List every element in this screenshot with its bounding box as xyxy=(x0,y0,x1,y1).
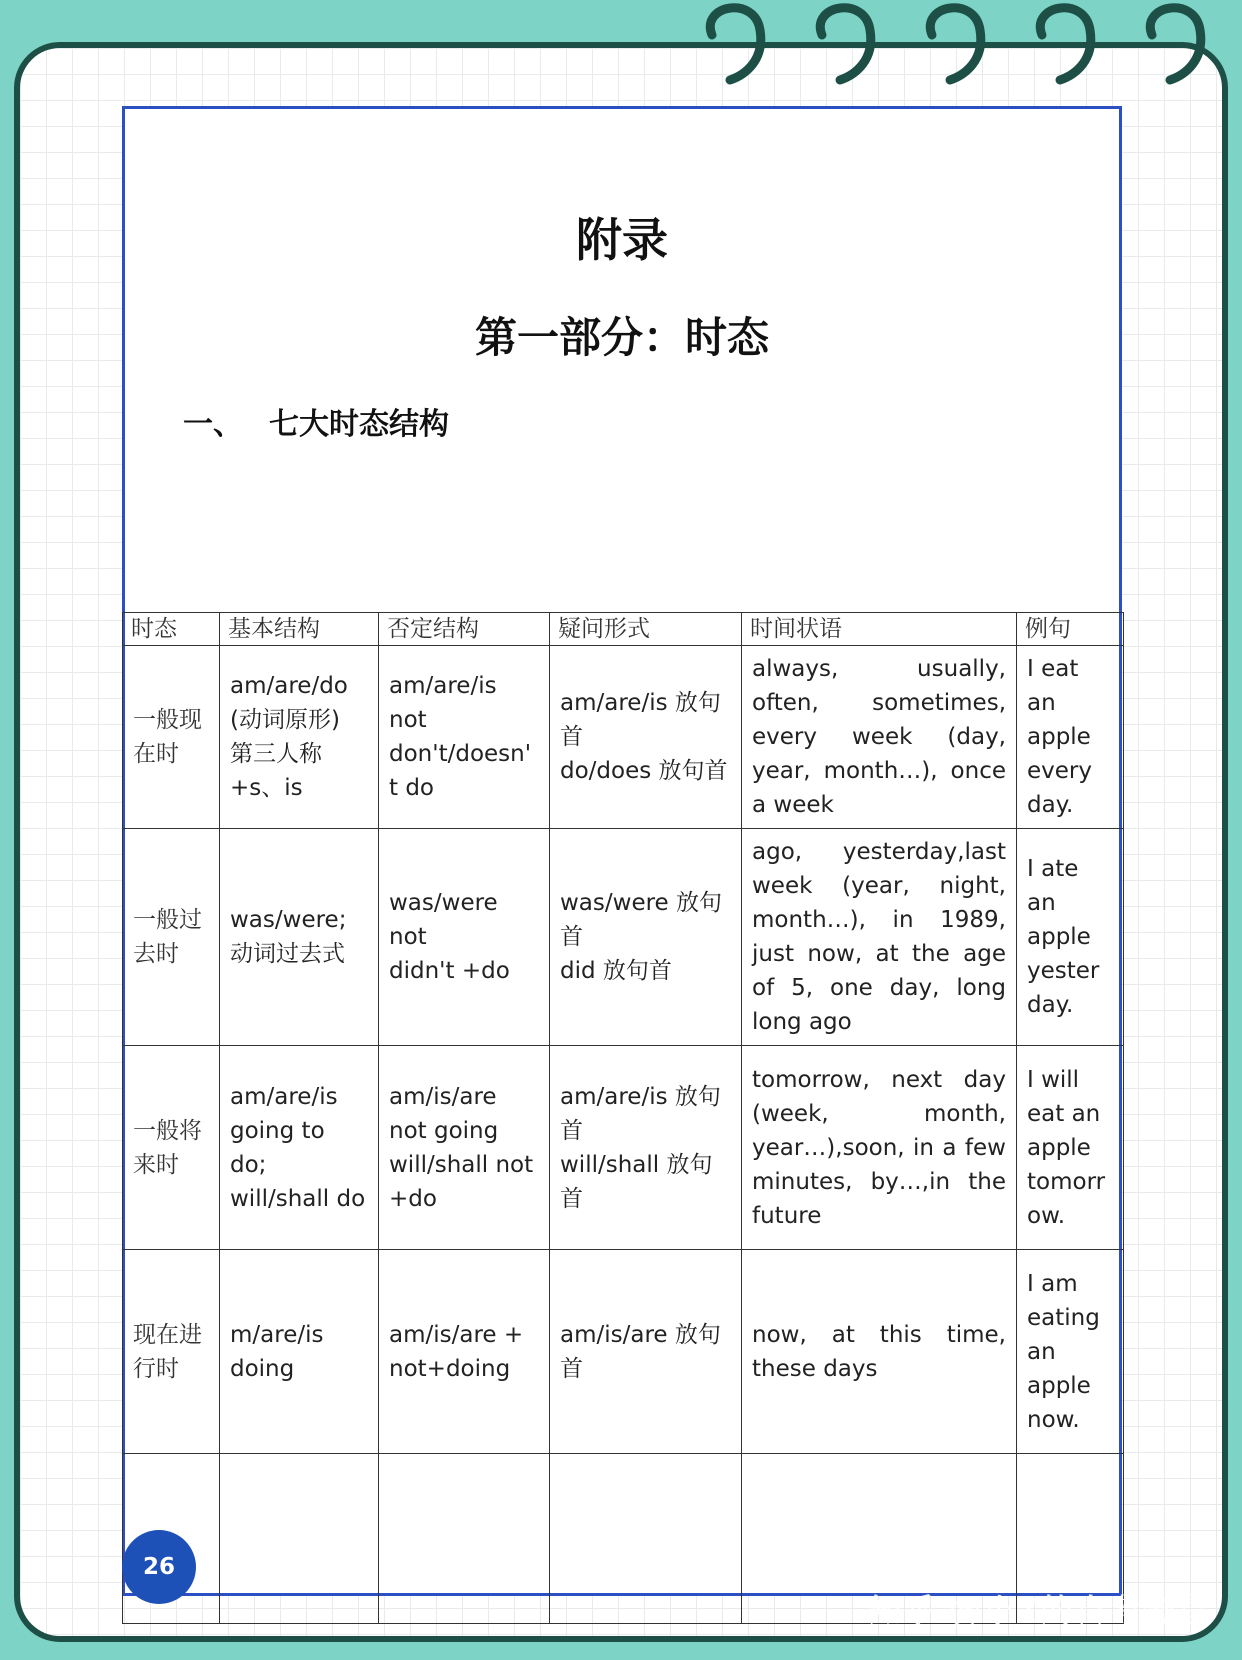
question-line: did 放句首 xyxy=(560,958,672,984)
adverbial-cell: ago, yesterday,last week (year, night, month…), in 1989, just now, at the age of 5, one day, long long ago xyxy=(742,829,1017,1046)
negative-cell xyxy=(379,829,550,1046)
tense-cell: 一般现在时 xyxy=(123,646,220,829)
basic-cell xyxy=(220,1250,379,1454)
table-row xyxy=(123,646,1124,829)
question-line: will/shall 放句首 xyxy=(560,1151,713,1212)
example-cell: I am eating an apple now. xyxy=(1017,1250,1124,1454)
basic-cell xyxy=(220,1454,379,1624)
question-line: am/are/is 放句首 xyxy=(560,690,721,750)
basic-cell xyxy=(220,646,379,829)
adverbial-cell: always, usually, often, sometimes, every week (day, year, month…), once a week xyxy=(742,646,1017,829)
negative-cell xyxy=(379,1250,550,1454)
basic-line: was/were; xyxy=(230,907,347,933)
question-cell xyxy=(550,1046,742,1250)
table-header-row xyxy=(123,613,1124,646)
watermark-text: 知乎 @小Z的自考分享 xyxy=(868,1591,1210,1630)
example-cell: I ate an apple yester day. xyxy=(1017,829,1124,1046)
basic-cell xyxy=(220,829,379,1046)
column-header: 基本结构 xyxy=(220,613,379,646)
section-label: 七大时态结构 xyxy=(269,407,449,442)
negative-line: not xyxy=(389,707,427,733)
question-line: am/is/are 放句首 xyxy=(560,1321,721,1382)
table-row xyxy=(123,1046,1124,1250)
page-title: 附录 xyxy=(576,213,668,267)
basic-cell xyxy=(220,1046,379,1250)
column-header: 时间状语 xyxy=(742,613,1017,646)
column-header: 时态 xyxy=(123,613,220,646)
basic-line: am/are/do xyxy=(230,673,348,699)
negative-line: am/is/are + not+doing xyxy=(389,1321,524,1382)
tense-table xyxy=(122,612,1124,1624)
question-cell xyxy=(550,1454,742,1624)
table-row xyxy=(123,1250,1124,1454)
column-header: 例句 xyxy=(1017,613,1124,646)
example-cell: I will eat an apple tomorrow. xyxy=(1017,1046,1124,1250)
question-line: was/were 放句首 xyxy=(560,890,723,950)
basic-line: am/are/is going to do; xyxy=(230,1083,338,1178)
negative-line: not xyxy=(389,924,427,950)
page-number-badge: 26 xyxy=(122,1530,196,1604)
basic-line: m/are/is doing xyxy=(230,1321,324,1382)
basic-line: +s、is xyxy=(230,775,303,801)
question-cell xyxy=(550,646,742,829)
negative-cell xyxy=(379,1454,550,1624)
table-row xyxy=(123,829,1124,1046)
negative-line: was/were xyxy=(389,890,498,916)
tense-cell: 现在进行时 xyxy=(123,1250,220,1454)
part-title: 第一部分：时态 xyxy=(474,313,769,362)
negative-line: didn't +do xyxy=(389,958,510,984)
negative-line: will/shall not +do xyxy=(389,1151,534,1212)
tense-cell: 一般将来时 xyxy=(123,1046,220,1250)
tense-cell: 一般过去时 xyxy=(123,829,220,1046)
negative-line: am/is/are not going xyxy=(389,1083,499,1144)
section-heading xyxy=(183,399,449,443)
question-line: am/are/is 放句首 xyxy=(560,1083,721,1144)
basic-line: 动词过去式 xyxy=(230,941,345,967)
question-cell xyxy=(550,1250,742,1454)
basic-line: will/shall do xyxy=(230,1185,366,1212)
basic-line: 第三人称 xyxy=(230,741,322,767)
basic-line: (动词原形) xyxy=(230,707,340,733)
column-header: 否定结构 xyxy=(379,613,550,646)
negative-cell xyxy=(379,646,550,829)
example-cell: I eat an apple every day. xyxy=(1017,646,1124,829)
question-cell xyxy=(550,829,742,1046)
document-page xyxy=(122,106,1122,1596)
negative-cell xyxy=(379,1046,550,1250)
adverbial-cell: tomorrow, next day (week, month, year…),soon, in a few minutes, by…,in the future xyxy=(742,1046,1017,1250)
negative-line: don't/doesn't do xyxy=(389,741,532,801)
column-header: 疑问形式 xyxy=(550,613,742,646)
question-line: do/does 放句首 xyxy=(560,758,728,784)
adverbial-cell: now, at this time, these days xyxy=(742,1250,1017,1454)
section-number: 一、 xyxy=(183,407,243,442)
negative-line: am/are/is xyxy=(389,673,497,699)
